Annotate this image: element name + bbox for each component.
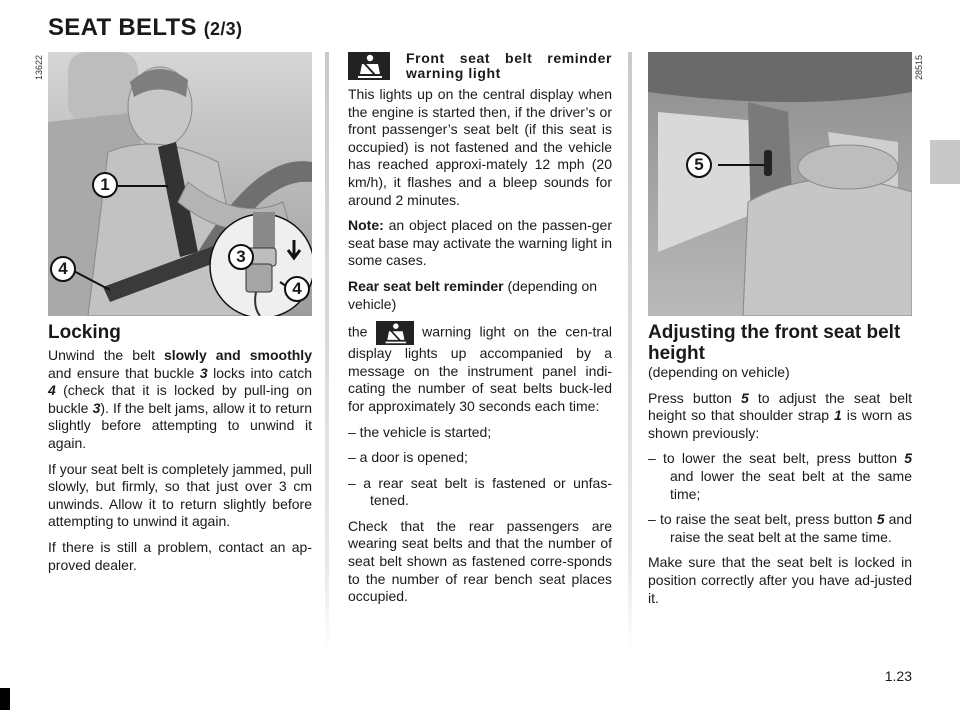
list-item: – a rear seat belt is fastened or unfas-tened. [348,474,612,509]
reminder-paragraph: This lights up on the central display when the engine is started then, if the driver’s or front passenger’s seat belt (if this seat is occupied) is not fastened and the vehicle has reached approxi-mately 12 mph (20 km/h), it flashes and a bleep sounds for around 2 minutes. [348,86,612,208]
locking-paragraph-1: Unwind the belt slowly and smoothly and ensure that buckle 3 locks into catch 4 (check that it is locked by pull-ing on buckle 3). If the belt jams, allow it to return slightly before attempting to unwind it again. [48,347,312,451]
height-subtitle: (depending on vehicle) [648,364,790,380]
figure-code: 28515 [914,55,924,81]
height-heading: Adjusting the front seat belt height [648,322,901,364]
page-number: 1.23 [884,668,912,684]
callout-catch: 4 [50,256,76,282]
rear-reminder-title: Rear seat belt reminder (depending on vehicle) [348,277,598,312]
seat-belt-height-photo [648,52,912,316]
chapter-tab [930,140,960,184]
column-divider [628,52,632,652]
reminder-section [348,52,612,614]
list-item: – a door is opened; [348,449,468,466]
page-edge-mark [0,688,10,710]
rear-reminder-paragraph: the warning light on the cen-tral display lights up accompanied by a message on the instrument panel indi-cating the number of seat belts buck-led for approximately 30 seconds each time: [348,321,612,415]
seat-belt-warning-icon [348,52,390,80]
column-divider [325,52,329,652]
callout-adjust-button: 5 [686,152,712,178]
height-paragraph: Press button 5 to adjust the seat belt height so that shoulder strap 1 is worn as shown previously: [648,389,912,441]
height-final-paragraph: Make sure that the seat belt is locked in position correctly after you have ad-justed it. [648,554,912,606]
page-title: SEAT BELTS (2/3) [48,14,243,41]
list-item: – to lower the seat belt, press button 5 and lower the seat belt at the same time; [648,450,912,502]
callout-buckle: 3 [228,244,254,270]
list-item: – the vehicle is started; [348,423,492,440]
rear-check-paragraph: Check that the rear passengers are wearing seat belts and that the number of seat belt shown as fastened corre-sponds to the number of rear bench seat places occupied. [348,517,612,605]
callout-catch-inset: 4 [284,276,310,302]
locking-heading: Locking [48,322,121,343]
list-item: – to raise the seat belt, press button 5 and raise the seat belt at the same time. [648,511,913,545]
reminder-title: Front seat belt reminder warning light [406,50,612,81]
figure-code: 13622 [34,55,44,81]
rear-seat-belt-warning-icon [376,321,414,345]
reminder-note: Note: an object placed on the passen-ger seat base may activate the warning light in some cases. [348,217,612,269]
height-section [648,322,912,615]
locking-paragraph-3: If there is still a problem, contact an ap-proved dealer. [48,538,312,573]
callout-belt-strap: 1 [92,172,118,198]
seat-belt-locking-illustration [48,52,312,316]
reminder-header [348,52,612,86]
locking-paragraph-2: If your seat belt is completely jammed, pull slowly, but firmly, so that just over 3 cm unwinds. Allow it to return slightly before attempting to unwind it again. [48,460,312,530]
locking-section [48,322,312,582]
